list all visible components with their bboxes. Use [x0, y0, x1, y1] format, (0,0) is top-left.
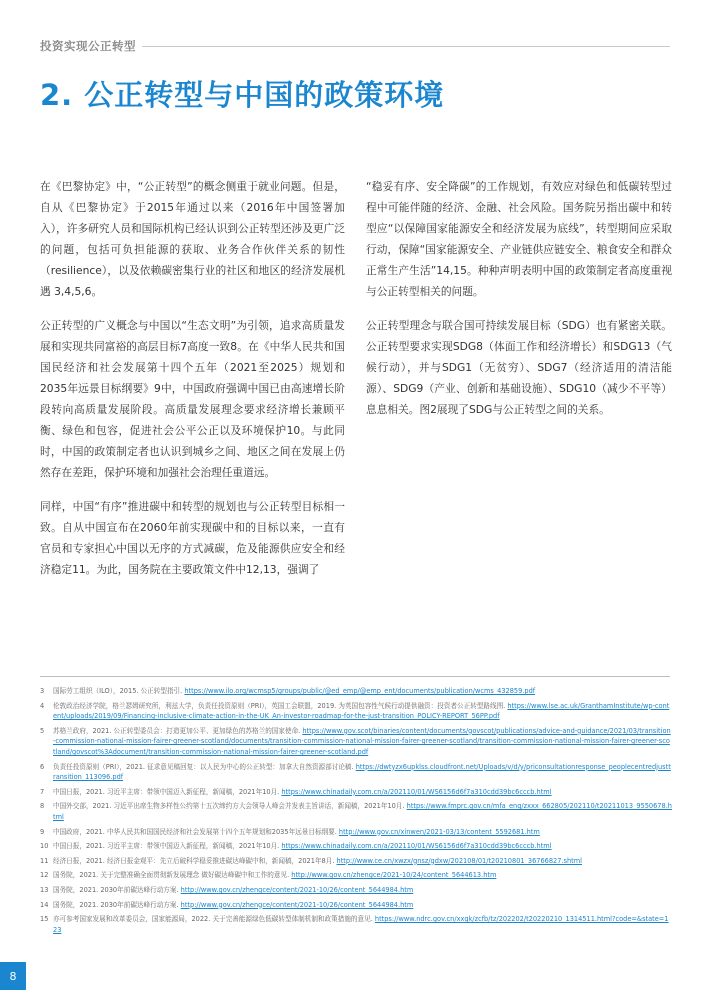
footnote-text: 经济日报，2021. 经济日报金观平：先立后破科学稳妥推进碳达峰碳中和，新闻稿，2021年8月. [53, 856, 337, 865]
paragraph: 公正转型的广义概念与中国以“生态文明”为引领，追求高质量发展和实现共同富裕的高层目标7高度一致8。在《中华人民共和国国民经济和社会发展第十四个五年（2021至2025）规划和2035年远景目标纲要》9中，中国政府强调中国已由高速增长阶段转向高质量发展阶段。高质量发展理念要求经济增长兼顾平衡、绿色和包容，促进社会公平公正以及环境保护10。与此同时，中国的政策制定者也认识到城乡之间、地区之间在发展上仍然存在差距，保护环境和加强社会治理任重道远。 [40, 319, 345, 479]
footnote-link[interactable]: https://www.chinadaily.com.cn/a/202110/01/WS6156d6f7a310cdd39bc6cccb.html [281, 842, 552, 851]
right-column [366, 176, 672, 433]
footnote [40, 801, 672, 822]
footnote-text: 负责任投资原则（PRI），2021. 征求意见稿回复：以人民为中心的公正转型：加拿大自然资源部讨论稿. [53, 762, 356, 771]
footnote [40, 900, 672, 911]
footnote [40, 762, 672, 783]
footnote-link[interactable]: https://www.lse.ac.uk/GranthamInstitute/wp-content/uploads/2019/09/Financing-inclusive-climate-action-in-the-UK_An-investor-roadmap-for-the-just-transition_POLICY-REPORT_56PP.pdf [53, 701, 670, 721]
paragraph: “稳妥有序、安全降碳”的工作规划，有效应对绿色和低碳转型过程中可能伴随的经济、金融、社会风险。国务院另指出碳中和转型应“以保障国家能源安全和经济发展为底线”，转型期间应采取行动，保障“国家能源安全、产业链供应链安全、粮食安全和群众正常生产生活”14,15。种种声明表明中国的政策制定者高度重视与公正转型相关的问题。 [366, 180, 672, 298]
footnote-body [53, 686, 672, 697]
footnote-link[interactable]: https://www.gov.scot/binaries/content/documents/govscot/publications/advice-and-guidance/2021/03/transition-commission-national-mission-fairer-greener-scotland/documents/transition-commission-national-mission-fairer-greener-scotland/transition-commission-national-mission-fairer-greener-scotland/govscot%3Adocument/transition-commission-national-mission-fairer-greener-scotland.pdf [53, 726, 671, 756]
footnote-link[interactable]: https://www.fmprc.gov.cn/mfa_eng/zxxx_662805/202110/t20211013_9550678.html [53, 802, 672, 821]
footnote-number: 6 [40, 762, 45, 771]
paragraph: 公正转型理念与联合国可持续发展目标（SDG）也有紧密关联。公正转型要求实现SDG8（体面工作和经济增长）和SDG13（气候行动），并与SDG1（无贫穷）、SDG7（经济适用的清洁能源）、SDG9（产业、创新和基础设施）、SDG10（减少不平等）息息相关。图2展现了SDG与公正转型之间的关系。 [366, 319, 672, 416]
footnote-number: 8 [40, 802, 45, 811]
footnote-link[interactable]: http://www.gov.cn/xinwen/2021-03/13/content_5592681.htm [338, 827, 540, 836]
footnote-body [53, 801, 672, 822]
header-divider [142, 46, 670, 47]
footnote [40, 914, 672, 935]
footnote [40, 701, 672, 722]
footnote-body [53, 870, 672, 881]
footnote [40, 841, 672, 852]
footnote-body [53, 856, 672, 867]
section-title: 2. 公正转型与中国的政策环境 [40, 78, 445, 112]
footnote-body [53, 701, 672, 722]
footnote-number: 5 [40, 726, 45, 735]
footnote-body [53, 885, 672, 896]
running-header-title: 投资实现公正转型 [40, 39, 136, 53]
footnote-link[interactable]: http://www.gov.cn/zhengce/content/2021-10/26/content_5644984.htm [180, 885, 414, 894]
footnote [40, 686, 672, 697]
paragraph: 在《巴黎协定》中，“公正转型”的概念侧重于就业问题。但是，自从《巴黎协定》于2015年通过以来（2016年中国签署加入），许多研究人员和国际机构已经认识到公正转型还涉及更广泛的问题，包括可负担能源的获取、业务合作伙伴关系的韧性（resilience），以及依赖碳密集行业的社区和地区的经济发展机遇 3,4,5,6。 [40, 180, 345, 298]
footnote [40, 726, 672, 758]
running-header [40, 36, 670, 56]
footnote-number: 11 [40, 856, 49, 865]
footnote-text: 中国日报，2021. 习近平主席：带领中国迈入新征程，新闻稿，2021年10月. [53, 787, 282, 796]
footnote-text: 国务院，2021. 2030年前碳达峰行动方案. [53, 900, 181, 909]
footnote-divider [40, 676, 670, 677]
footnote [40, 870, 672, 881]
footnote-number: 14 [40, 900, 49, 909]
footnote-text: 国务院，2021. 2030年前碳达峰行动方案. [53, 885, 181, 894]
footnote-link[interactable]: http://www.ce.cn/xwzx/gnsz/gdxw/202108/01/t20210801_36766827.shtml [336, 856, 582, 865]
footnote [40, 827, 672, 838]
left-column [40, 176, 345, 593]
footnote-text: 亦可参考国家发展和改革委员会，国家能源局，2022. 关于完善能源绿色低碳转型体制机制和政策措施的意见. [53, 915, 375, 924]
footnote [40, 787, 672, 798]
footnote-number: 15 [40, 915, 49, 924]
footnote-list [40, 686, 672, 935]
page-number: 8 [0, 962, 26, 990]
footnote-text: 国务院，2021. 关于完整准确全面贯彻新发展理念 做好碳达峰碳中和工作的意见. [53, 871, 292, 880]
footnote-body [53, 841, 672, 852]
footnote [40, 885, 672, 896]
footnotes [40, 676, 672, 939]
footnote-text: 苏格兰政府，2021. 公正转型委员会：打造更加公平、更加绿色的苏格兰的国家使命. [53, 726, 303, 735]
footnote-number: 9 [40, 827, 45, 836]
footnote-body [53, 914, 672, 935]
footnote-link[interactable]: https://www.chinadaily.com.cn/a/202110/01/WS6156d6f7a310cdd39bc6cccb.html [281, 787, 552, 796]
footnote-number: 4 [40, 701, 45, 710]
footnote-link[interactable]: https://www.ilo.org/wcmsp5/groups/public/@ed_emp/@emp_ent/documents/publication/wcms_432859.pdf [184, 687, 536, 695]
footnote-number: 13 [40, 885, 49, 894]
paragraph: 同样，中国“有序”推进碳中和转型的规划也与公正转型目标相一致。自从中国宣布在2060年前实现碳中和的目标以来，一直有官员和专家担心中国以无序的方式减碳，危及能源供应安全和经济稳定11。为此，国务院在主要政策文件中12,13，强调了 [40, 500, 345, 576]
footnote-body [53, 726, 672, 758]
footnote-link[interactable]: http://www.gov.cn/zhengce/2021-10/24/content_5644613.htm [291, 871, 497, 880]
footnote-link[interactable]: https://www.ndrc.gov.cn/xxgk/zcfb/tz/202202/t20220210_1314511.html?code=&state=123 [53, 915, 669, 934]
footnote-body [53, 762, 672, 783]
footnote-text: 中国外交部，2021. 习近平出席生物多样性公约第十五次缔约方大会领导人峰会并发表主旨讲话，新闻稿，2021年10月. [53, 802, 407, 811]
footnote-number: 3 [40, 687, 45, 695]
footnote [40, 856, 672, 867]
footnote-text: 国际劳工组织（ILO），2015. 公正转型指引. [53, 687, 185, 695]
footnote-link[interactable]: http://www.gov.cn/zhengce/content/2021-10/26/content_5644984.htm [180, 900, 414, 909]
footnote-text: 伦敦政治经济学院，格兰瑟姆研究所，利兹大学，负责任投资原则（PRI），英国工会联盟，2019. 为英国包容性气候行动提供融资：投资者公正转型路线图. [53, 701, 508, 710]
footnote-text: 中国政府，2021. 中华人民共和国国民经济和社会发展第十四个五年规划和2035年远景目标纲要. [53, 827, 339, 836]
footnote-body [53, 787, 672, 798]
footnote-body [53, 900, 672, 911]
footnote-number: 10 [40, 842, 49, 851]
footnote-number: 12 [40, 871, 49, 880]
footnote-text: 中国日报，2021. 习近平主席：带领中国迈入新征程，新闻稿，2021年10月. [53, 842, 282, 851]
footnote-number: 7 [40, 787, 45, 796]
footnote-body [53, 827, 672, 838]
footnote-link[interactable]: https://dwtyzx6upklss.cloudfront.net/Uploads/v/d/y/priconsultationresponse_peoplecentredjusttransition_113096.pdf [53, 762, 671, 782]
